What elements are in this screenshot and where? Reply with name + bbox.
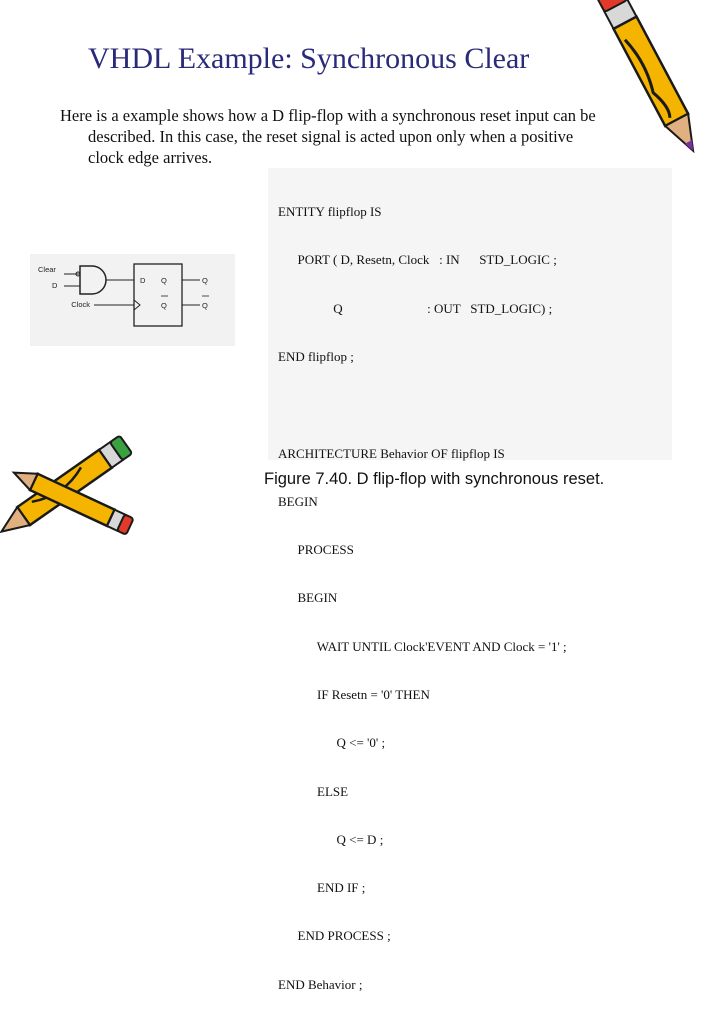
code-line: END IF ; bbox=[278, 880, 366, 896]
vhdl-code-listing bbox=[278, 172, 567, 1009]
flip-flop-schematic bbox=[30, 254, 235, 346]
code-line: ENTITY flipflop IS bbox=[278, 204, 382, 220]
code-line: WAIT UNTIL Clock'EVENT AND Clock = '1' ; bbox=[278, 638, 567, 654]
ff-q-label: Q bbox=[161, 276, 167, 285]
code-line bbox=[278, 397, 567, 413]
intro-line-1: Here is a example shows how a D flip-flop with a synchronous reset input can be bbox=[60, 106, 596, 125]
crossed-pencils-icon bbox=[0, 430, 150, 540]
schematic-drawing bbox=[30, 254, 235, 346]
and-gate bbox=[80, 266, 106, 294]
code-line: Q <= '0' ; bbox=[278, 735, 386, 751]
figure-caption: Figure 7.40. D flip-flop with synchronous reset. bbox=[264, 470, 605, 488]
intro-line-2: described. In this case, the reset signal is acted upon only when a positive bbox=[88, 127, 574, 146]
code-line: Q <= D ; bbox=[278, 831, 384, 847]
clock-label: Clock bbox=[71, 300, 90, 309]
code-line: END flipflop ; bbox=[278, 349, 354, 365]
code-line: BEGIN bbox=[278, 590, 338, 606]
out-qbar-label: Q bbox=[202, 301, 208, 310]
intro-paragraph bbox=[60, 105, 660, 168]
clear-label: Clear bbox=[38, 265, 56, 274]
pencil-body bbox=[614, 17, 689, 126]
code-line: Q : OUT STD_LOGIC) ; bbox=[278, 300, 553, 316]
ff-qbar-label: Q bbox=[161, 301, 167, 310]
clock-triangle bbox=[134, 300, 140, 310]
code-line: END Behavior ; bbox=[278, 976, 363, 992]
slide-title: VHDL Example: Synchronous Clear bbox=[88, 42, 530, 75]
code-line: ELSE bbox=[278, 783, 349, 799]
code-line: ARCHITECTURE Behavior OF flipflop IS bbox=[278, 445, 505, 461]
code-line: IF Resetn = '0' THEN bbox=[278, 687, 430, 702]
code-line: PROCESS bbox=[278, 542, 354, 558]
code-line: BEGIN bbox=[278, 493, 318, 509]
out-q-label: Q bbox=[202, 276, 208, 285]
flip-flop-box bbox=[134, 264, 182, 326]
d-input-label: D bbox=[52, 281, 58, 290]
code-line: PORT ( D, Resetn, Clock : IN STD_LOGIC ; bbox=[278, 252, 557, 268]
code-line: END PROCESS ; bbox=[278, 928, 391, 944]
pencil-icon bbox=[595, 0, 720, 170]
intro-line-3: clock edge arrives. bbox=[88, 148, 213, 167]
ff-d-label: D bbox=[140, 276, 146, 285]
